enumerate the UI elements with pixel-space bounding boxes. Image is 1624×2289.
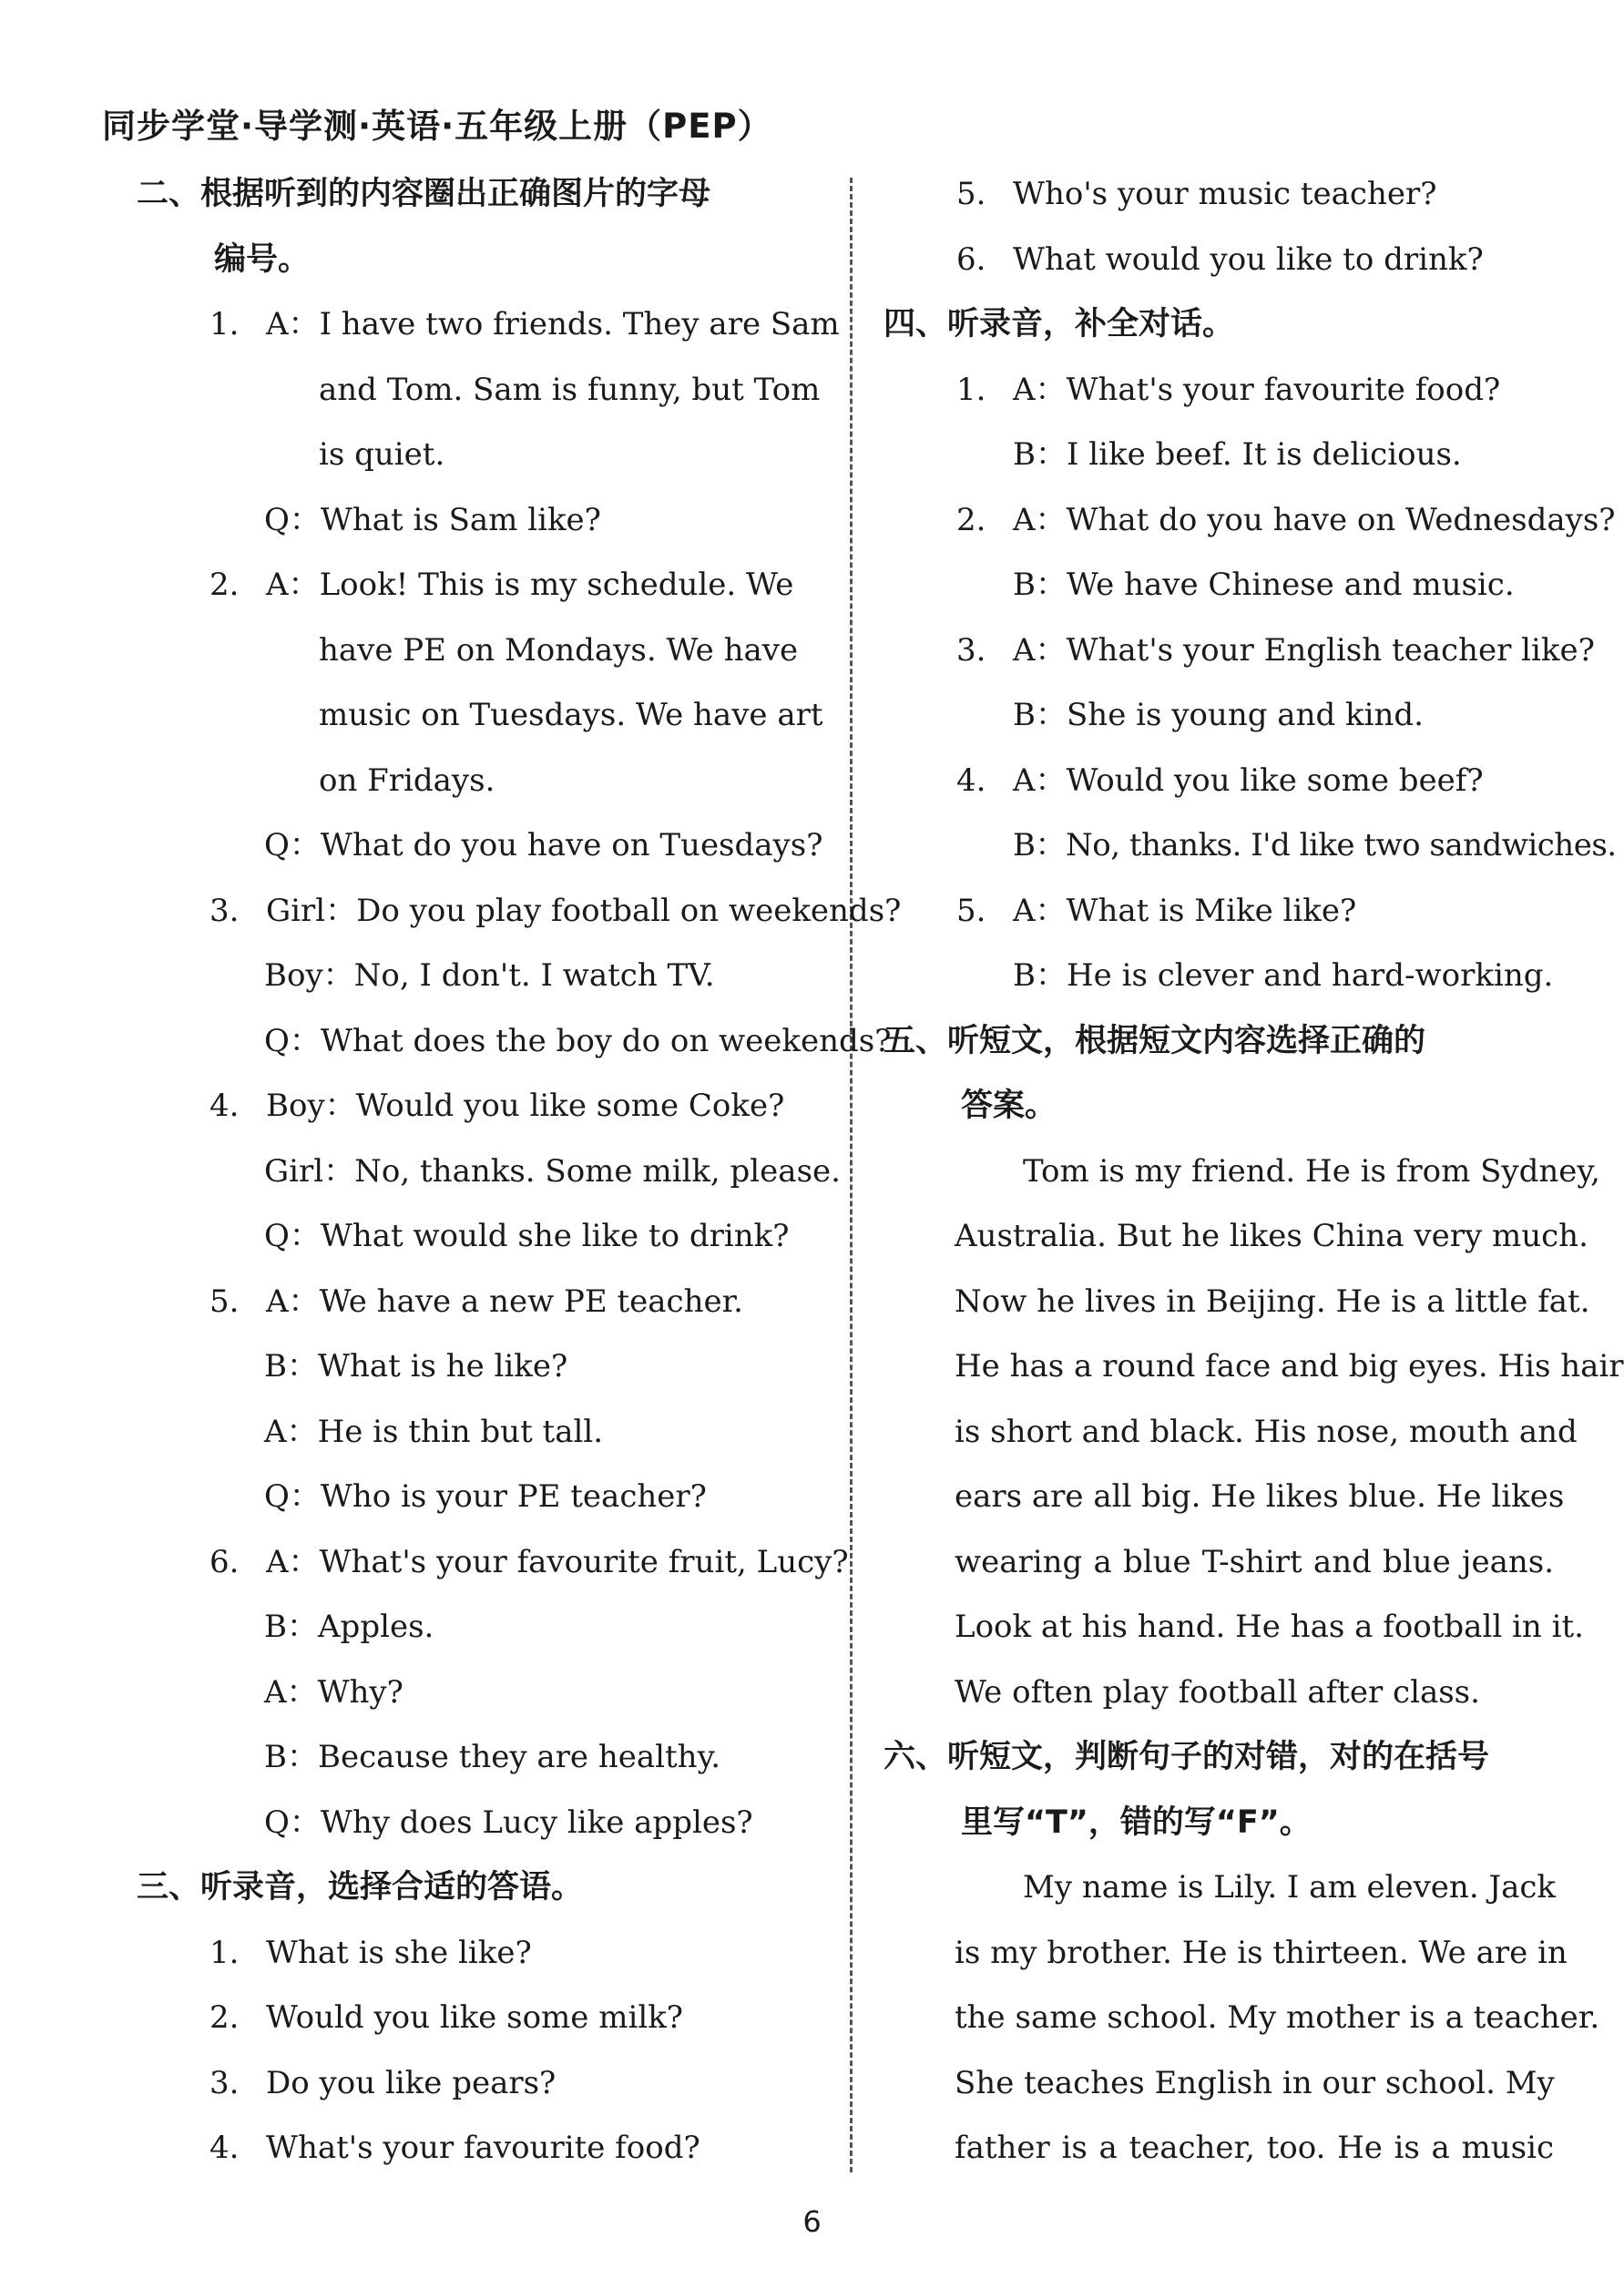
passage-line: wearing a blue T-shirt and blue jeans. <box>955 1543 1554 1580</box>
section-6-title-line-1: 六、听短文，判断句子的对错，对的在括号 <box>883 1739 1490 1775</box>
section-2-title-line-2: 编号。 <box>214 240 311 278</box>
question-6-b2: B：Because they are healthy. <box>264 1739 721 1775</box>
column-divider <box>850 178 853 2172</box>
passage-line: Tom is my friend. He is from Sydney, <box>1023 1152 1600 1190</box>
running-header: 同步学堂·导学测·英语·五年级上册（PEP） <box>102 107 772 146</box>
passage-line: He has a round face and big eyes. His hair <box>955 1348 1624 1385</box>
question-4-q: Q：What would she like to drink? <box>264 1218 790 1254</box>
s3-item-6: 6. What would you like to drink? <box>956 240 1484 278</box>
section-5-passage <box>883 1139 1624 1726</box>
passage-line: We often play football after class. <box>955 1673 1480 1711</box>
question-6-q: Q：Why does Lucy like apples? <box>264 1804 753 1841</box>
question-2-line-2: have PE on Mondays. We have <box>319 631 799 669</box>
s3-item-5: 5. Who's your music teacher? <box>956 176 1437 212</box>
question-2: 2. A：Look! This is my schedule. We <box>209 567 794 603</box>
s4-item-5-b: B：He is clever and hard-working. <box>1013 957 1554 994</box>
question-5-q: Q：Who is your PE teacher? <box>264 1478 707 1515</box>
question-2-line-4: on Fridays. <box>319 761 495 799</box>
s4-item-4-b: B：No, thanks. I'd like two sandwiches. <box>1013 827 1617 863</box>
right-column <box>883 162 1624 2182</box>
passage-line: is short and black. His nose, mouth and <box>955 1413 1578 1450</box>
s3-item-1: 1. What is she like? <box>209 1934 532 1971</box>
s3-item-4: 4. What's your favourite food? <box>209 2130 700 2166</box>
section-6-title-line-2: 里写“T”，错的写“F”。 <box>961 1804 1312 1841</box>
s4-item-3-a: 3. A：What's your English teacher like? <box>956 631 1595 669</box>
s4-item-5-a: 5. A：What is Mike like? <box>956 892 1357 929</box>
question-1-line-2: and Tom. Sam is funny, but Tom <box>319 371 821 408</box>
passage-line: is my brother. He is thirteen. We are in <box>955 1934 1568 1971</box>
passage-line: the same school. My mother is a teacher. <box>955 1999 1600 2036</box>
question-3: 3. Girl：Do you play football on weekends? <box>209 892 902 929</box>
s4-item-1-a: 1. A：What's your favourite food? <box>956 371 1501 408</box>
passage-line: ears are all big. He likes blue. He likes <box>955 1478 1565 1515</box>
section-5-title-line-1: 五、听短文，根据短文内容选择正确的 <box>883 1022 1426 1059</box>
question-5: 5. A：We have a new PE teacher. <box>209 1282 743 1320</box>
question-5-b: B：What is he like? <box>264 1348 568 1385</box>
s3-item-3: 3. Do you like pears? <box>209 2064 557 2101</box>
passage-line: Look at his hand. He has a football in it. <box>955 1609 1584 1645</box>
question-6-a2: A：Why? <box>264 1673 403 1711</box>
s3-item-2: 2. Would you like some milk? <box>209 1999 684 2036</box>
question-4: 4. Boy：Would you like some Coke? <box>209 1088 785 1124</box>
passage-line: She teaches English in our school. My <box>955 2064 1555 2101</box>
section-2-title-line-1: 二、根据听到的内容圈出正确图片的字母 <box>137 176 711 212</box>
s4-item-1-b: B：I like beef. It is delicious. <box>1013 436 1462 473</box>
passage-line: father is a teacher, too. He is a music <box>955 2130 1554 2166</box>
question-1: 1. A：I have two friends. They are Sam <box>209 306 840 342</box>
question-2-q: Q：What do you have on Tuesdays? <box>264 827 823 863</box>
passage-line: Now he lives in Beijing. He is a little fat. <box>955 1282 1590 1320</box>
section-2-title <box>137 162 829 292</box>
s4-item-4-a: 4. A：Would you like some beef? <box>956 761 1484 799</box>
question-3-q: Q：What does the boy do on weekends? <box>264 1022 892 1059</box>
question-5-a2: A：He is thin but tall. <box>264 1413 604 1450</box>
question-3-boy: Boy：No, I don't. I watch TV. <box>264 957 715 994</box>
question-1-q: Q：What is Sam like? <box>264 501 601 538</box>
s4-item-2-b: B：We have Chinese and music. <box>1013 567 1515 603</box>
passage-line: My name is Lily. I am eleven. Jack <box>1023 1869 1556 1906</box>
s4-item-2-a: 2. A：What do you have on Wednesdays? <box>956 501 1616 538</box>
question-6: 6. A：What's your favourite fruit, Lucy? <box>209 1543 849 1580</box>
section-4-title: 四、听录音，补全对话。 <box>883 306 1235 342</box>
page-number: 6 <box>802 2204 822 2239</box>
question-2-line-3: music on Tuesdays. We have art <box>319 697 823 733</box>
passage-line: Australia. But he likes China very much. <box>955 1218 1588 1254</box>
section-5-title <box>883 1009 1554 1139</box>
section-6-title <box>883 1725 1554 1855</box>
question-6-b: B：Apples. <box>264 1609 434 1645</box>
section-6-passage <box>883 1855 1600 2182</box>
section-3-title: 三、听录音，选择合适的答语。 <box>137 1869 584 1906</box>
s4-item-3-b: B：She is young and kind. <box>1013 697 1424 733</box>
left-column <box>137 162 902 2182</box>
question-4-girl: Girl：No, thanks. Some milk, please. <box>264 1152 841 1190</box>
question-1-line-3: is quiet. <box>319 436 445 473</box>
section-5-title-line-2: 答案。 <box>961 1088 1057 1124</box>
